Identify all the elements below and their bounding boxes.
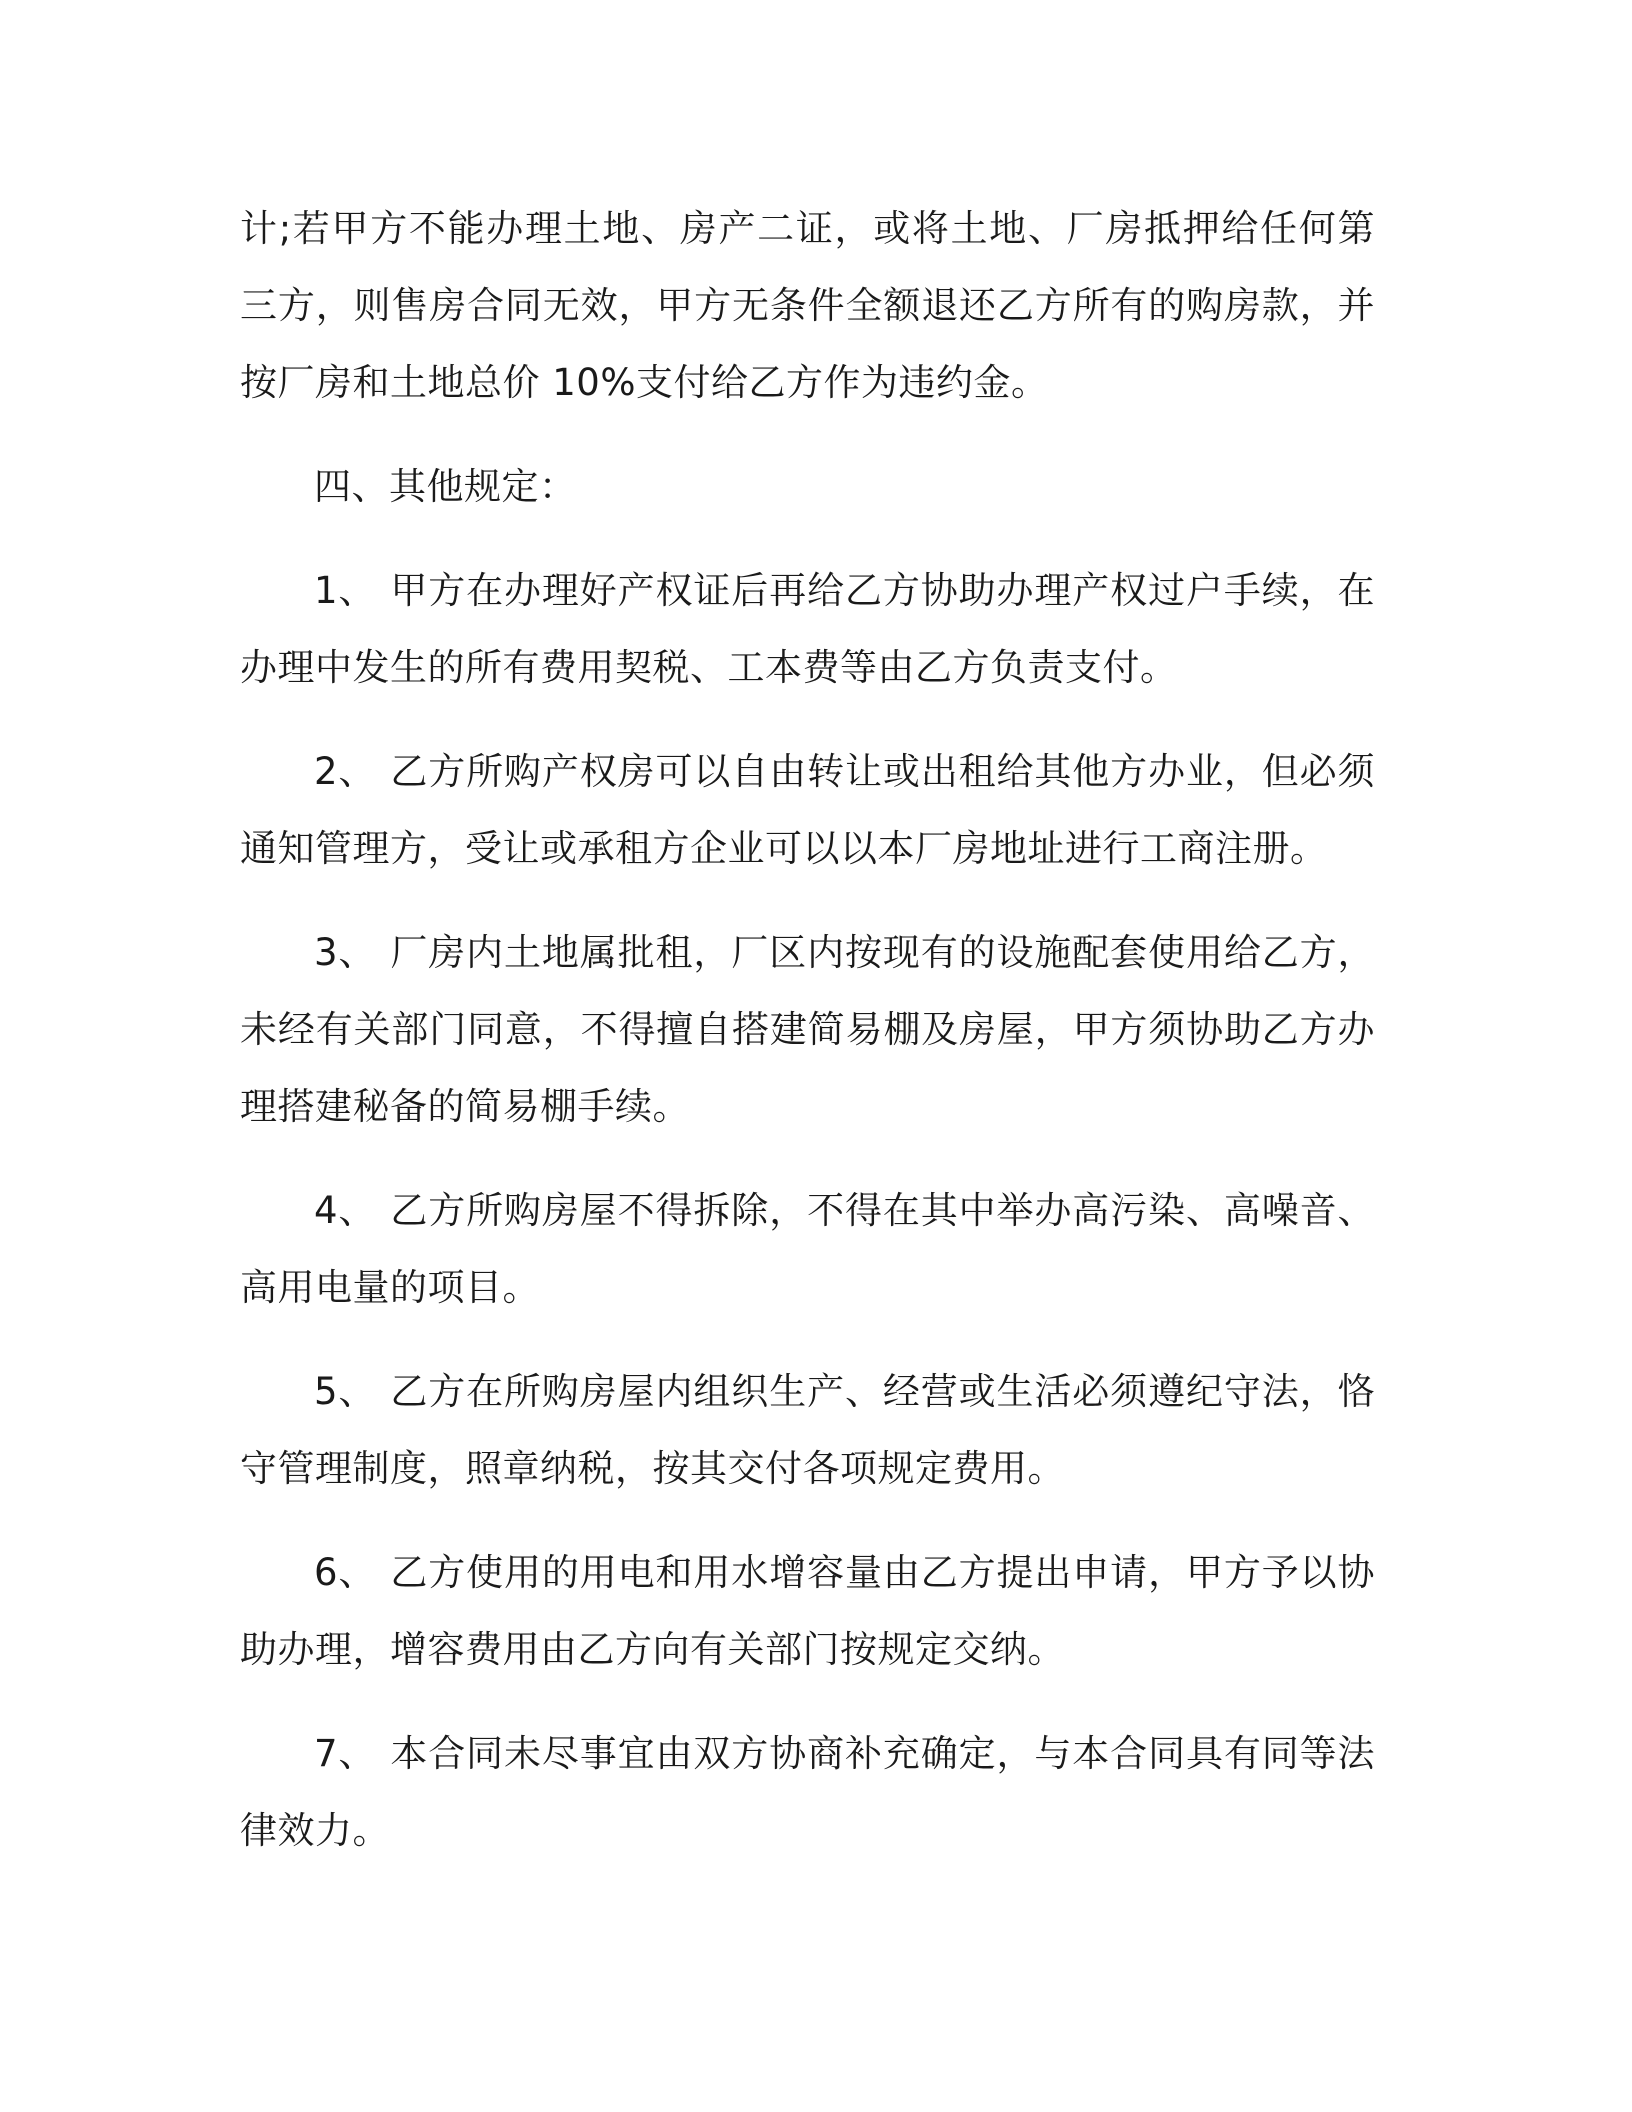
clause-text: 乙方使用的用电和用水增容量由乙方提出申请，甲方予以协助办理，增容费用由乙方向有关部门按规定交纳。	[240, 1551, 1376, 1671]
clause-text: 甲方在办理好产权证后再给乙方协助办理产权过户手续，在办理中发生的所有费用契税、工本费等由乙方负责支付。	[240, 569, 1376, 689]
clause-number: 2、	[314, 750, 377, 793]
clause-item-3	[240, 914, 1375, 1145]
section-heading-text: 四、其他规定：	[314, 465, 577, 508]
clause-item-5	[240, 1353, 1375, 1507]
paragraph-text: 计;若甲方不能办理土地、房产二证，或将土地、厂房抵押给任何第三方，则售房合同无效，甲方无条件全额退还乙方所有的购房款，并按厂房和土地总价 10%支付给乙方作为违约金。	[240, 207, 1375, 404]
clause-text: 乙方在所购房屋内组织生产、经营或生活必须遵纪守法，恪守管理制度，照章纳税，按其交付各项规定费用。	[240, 1370, 1376, 1490]
clause-text: 厂房内土地属批租，厂区内按现有的设施配套使用给乙方，未经有关部门同意，不得擅自搭建简易棚及房屋，甲方须协助乙方办理搭建秘备的简易棚手续。	[240, 931, 1376, 1128]
clause-text: 乙方所购产权房可以自由转让或出租给其他方办业，但必须通知管理方，受让或承租方企业可以以本厂房地址进行工商注册。	[240, 750, 1376, 870]
clause-number: 7、	[314, 1732, 377, 1775]
clause-number: 4、	[314, 1189, 377, 1232]
clause-item-4	[240, 1172, 1375, 1326]
section-heading-other-provisions	[240, 448, 1375, 525]
clause-number: 5、	[314, 1370, 377, 1413]
clause-number: 3、	[314, 931, 377, 974]
clause-item-7	[240, 1715, 1375, 1869]
paragraph-continued-clause	[240, 190, 1375, 421]
clause-item-6	[240, 1534, 1375, 1688]
clause-number: 1、	[314, 569, 377, 612]
clause-item-2	[240, 733, 1375, 887]
clause-item-1	[240, 552, 1375, 706]
document-body	[240, 190, 1375, 1896]
clause-number: 6、	[314, 1551, 377, 1594]
clause-text: 乙方所购房屋不得拆除，不得在其中举办高污染、高噪音、高用电量的项目。	[240, 1189, 1376, 1309]
clause-text: 本合同未尽事宜由双方协商补充确定，与本合同具有同等法律效力。	[240, 1732, 1376, 1852]
